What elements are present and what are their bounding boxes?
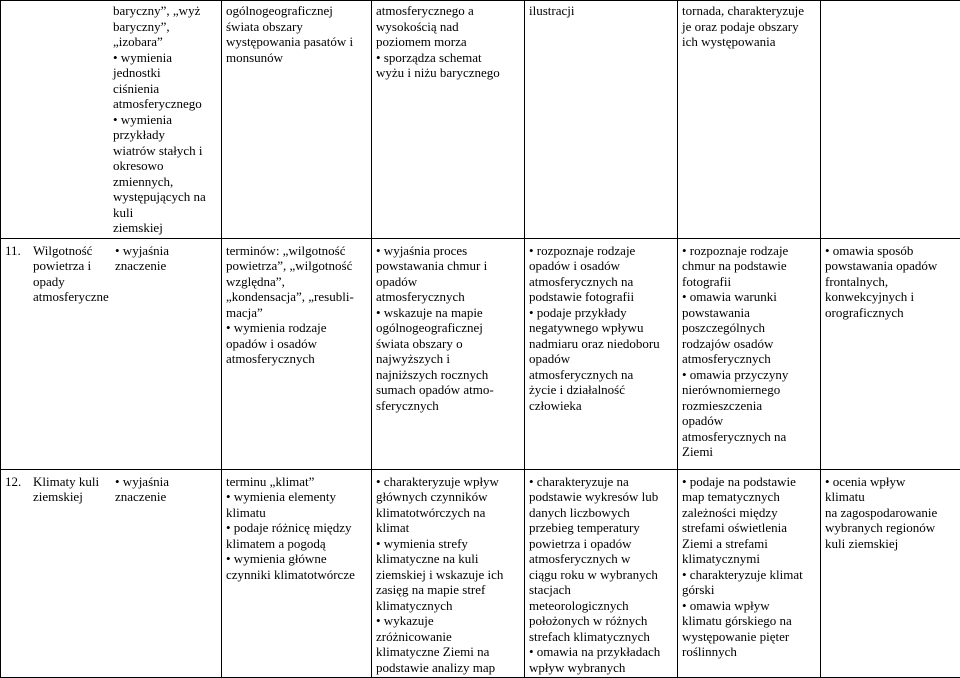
requirements-cell — [821, 469, 960, 678]
cell-line: klimatu — [825, 489, 956, 505]
cell-line: klimatotwórczych na — [376, 505, 520, 521]
cell-line: człowieka — [529, 398, 673, 414]
lesson-title-line: powietrza i — [33, 258, 113, 274]
cell-line: poszczególnych — [682, 320, 816, 336]
cell-line: meteorologicznych — [529, 598, 673, 614]
cell-line: opadów — [682, 413, 816, 429]
cell-line: położonych w różnych — [529, 613, 673, 629]
cell-line: ziemskiej — [113, 220, 217, 236]
cell-line: opadów i osadów — [226, 336, 367, 352]
cell-line: atmosferycznych — [226, 351, 367, 367]
cell-line: • wymienia jednostki — [113, 50, 217, 81]
requirements-cell — [525, 238, 678, 469]
cell-line: wpływ wybranych — [529, 660, 673, 676]
requirements-cell — [678, 238, 821, 469]
cell-line: • podaje na podstawie — [682, 474, 816, 490]
requirements-cell — [222, 469, 372, 678]
cell-line: występujących na kuli — [113, 189, 217, 220]
requirements-cell — [821, 1, 960, 239]
cell-line: • wyjaśnia znaczenie — [115, 243, 215, 274]
requirements-cell — [222, 238, 372, 469]
cell-line: najniższych rocznych — [376, 367, 520, 383]
cell-line: nadmiaru oraz niedoboru — [529, 336, 673, 352]
topic-cell — [1, 469, 222, 678]
cell-line: roślinnych — [682, 644, 816, 660]
cell-line: klimatu — [226, 505, 367, 521]
cell-line: • wskazuje na mapie — [376, 305, 520, 321]
lesson-title-line: Klimaty kuli — [33, 474, 113, 490]
cell-line: zróżnicowanie — [376, 629, 520, 645]
cell-line: powietrza i opadów — [529, 536, 673, 552]
cell-line: rodzajów osadów — [682, 336, 816, 352]
cell-line: • charakteryzuje klimat — [682, 567, 816, 583]
lesson-title-line: atmosferyczne — [33, 289, 113, 305]
cell-line: ciśnienia — [113, 81, 217, 97]
cell-line: górski — [682, 582, 816, 598]
cell-line: je oraz podaje obszary — [682, 19, 816, 35]
cell-line: • ocenia wpływ — [825, 474, 956, 490]
requirements-cell — [222, 1, 372, 239]
cell-line: głównych czynników — [376, 489, 520, 505]
cell-line: klimatem a pogodą — [226, 536, 367, 552]
cell-line: przebieg temperatury — [529, 520, 673, 536]
cell-line: • sporządza schemat — [376, 50, 520, 66]
cell-line: ogólnogeograficznej — [226, 3, 367, 19]
cell-line: wybranych regionów — [825, 520, 956, 536]
cell-line: klimatu górskiego na — [682, 613, 816, 629]
requirements-cell — [678, 1, 821, 239]
cell-line: wiatrów stałych i — [113, 143, 217, 159]
cell-line: ciągu roku w wybranych — [529, 567, 673, 583]
cell-line: • omawia na przykładach — [529, 644, 673, 660]
cell-line: frontalnych, — [825, 274, 956, 290]
cell-line: atmosferycznych na — [682, 429, 816, 445]
cell-line: kuli ziemskiej — [825, 536, 956, 552]
cell-line: • rozpoznaje rodzaje — [529, 243, 673, 259]
cell-line: opadów — [376, 274, 520, 290]
cell-line: sumach opadów atmo- — [376, 382, 520, 398]
cell-line: • rozpoznaje rodzaje — [682, 243, 816, 259]
cell-line: klimatyczne Ziemi na — [376, 644, 520, 660]
cell-line: ilustracji — [529, 3, 673, 19]
requirements-cell — [372, 1, 525, 239]
cell-line: klimatyczne na kuli — [376, 551, 520, 567]
cell-line: baryczny”, „wyż — [113, 3, 217, 19]
cell-line: klimatycznymi — [682, 551, 816, 567]
cell-line: • wymienia strefy — [376, 536, 520, 552]
cell-line: baryczny”, „izobara” — [113, 19, 217, 50]
requirements-cell — [372, 469, 525, 678]
cell-line: • omawia warunki — [682, 289, 816, 305]
cell-line: poziomem morza — [376, 34, 520, 50]
cell-line: podstawie analizy map — [376, 660, 520, 676]
cell-line: • podaje przykłady — [529, 305, 673, 321]
cell-line: powstawania opadów — [825, 258, 956, 274]
requirements-cell — [525, 469, 678, 678]
cell-line: atmosferycznych — [682, 351, 816, 367]
cell-line: • charakteryzuje wpływ — [376, 474, 520, 490]
cell-line: nierównomiernego — [682, 382, 816, 398]
cell-line: • wyjaśnia proces — [376, 243, 520, 259]
cell-line: • wymienia elementy — [226, 489, 367, 505]
requirements-cell — [372, 238, 525, 469]
cell-line: atmosferycznych na — [529, 274, 673, 290]
table-row — [1, 469, 960, 678]
lesson-title-line: opady — [33, 274, 113, 290]
cell-line: • wymienia główne — [226, 551, 367, 567]
cell-line: Ziemi — [682, 444, 816, 460]
cell-line: • omawia przyczyny — [682, 367, 816, 383]
cell-line: orograficznych — [825, 305, 956, 321]
cell-line: względna”, — [226, 274, 367, 290]
cell-line: na zagospodarowanie — [825, 505, 956, 521]
cell-line: opadów i osadów — [529, 258, 673, 274]
table-row — [1, 1, 960, 239]
cell-line: strefach klimatycznych — [529, 629, 673, 645]
cell-line: ogólnogeograficznej — [376, 320, 520, 336]
cell-line: klimatycznych — [376, 598, 520, 614]
cell-line: powietrza”, „wilgotność — [226, 258, 367, 274]
cell-line: powstawania chmur i — [376, 258, 520, 274]
cell-line: tornada, charakteryzuje — [682, 3, 816, 19]
cell-line: • wykazuje — [376, 613, 520, 629]
cell-line: ziemskiej i wskazuje ich — [376, 567, 520, 583]
cell-line: konwekcyjnych i — [825, 289, 956, 305]
lesson-title-line: ziemskiej — [33, 489, 113, 505]
cell-line: sferycznych — [376, 398, 520, 414]
cell-line: wyżu i niżu barycznego — [376, 65, 520, 81]
cell-line: atmosferycznych w — [529, 551, 673, 567]
cell-line: atmosferycznych — [376, 289, 520, 305]
cell-line: • wymienia rodzaje — [226, 320, 367, 336]
cell-line: podstawie wykresów lub — [529, 489, 673, 505]
requirements-cell — [821, 238, 960, 469]
cell-line: danych liczbowych — [529, 505, 673, 521]
cell-line: zasięg na mapie stref — [376, 582, 520, 598]
cell-line: występowania pasatów i — [226, 34, 367, 50]
cell-line: • wyjaśnia znaczenie — [115, 474, 215, 505]
cell-line: zależności między — [682, 505, 816, 521]
cell-line: stacjach — [529, 582, 673, 598]
cell-line: chmur na podstawie — [682, 258, 816, 274]
cell-line: atmosferycznych na — [529, 367, 673, 383]
cell-line: ich występowania — [682, 34, 816, 50]
requirements-cell — [678, 469, 821, 678]
cell-line: • podaje różnicę między — [226, 520, 367, 536]
cell-line: podstawie fotografii — [529, 289, 673, 305]
cell-line: życie i działalność — [529, 382, 673, 398]
cell-line: opadów — [529, 351, 673, 367]
cell-line: występowanie pięter — [682, 629, 816, 645]
cell-line: Ziemi a strefami — [682, 536, 816, 552]
cell-line: • omawia sposób — [825, 243, 956, 259]
cell-line: • wymienia przykłady — [113, 112, 217, 143]
cell-line: atmosferycznego a — [376, 3, 520, 19]
cell-line: fotografii — [682, 274, 816, 290]
cell-line: powstawania — [682, 305, 816, 321]
cell-line: negatywnego wpływu — [529, 320, 673, 336]
cell-line: czynniki klimatotwórcze — [226, 567, 367, 583]
lesson-number: 11. — [5, 243, 33, 305]
cell-line: najwyższych i — [376, 351, 520, 367]
cell-line: terminów: „wilgotność — [226, 243, 367, 259]
table-row — [1, 238, 960, 469]
cell-line: macja” — [226, 305, 367, 321]
requirements-cell — [525, 1, 678, 239]
cell-line: rozmieszczenia — [682, 398, 816, 414]
topic-cell — [1, 1, 222, 239]
cell-line: atmosferycznego — [113, 96, 217, 112]
cell-line: strefami oświetlenia — [682, 520, 816, 536]
cell-line: okresowo zmiennych, — [113, 158, 217, 189]
cell-line: świata obszary — [226, 19, 367, 35]
topic-cell — [1, 238, 222, 469]
cell-line: monsunów — [226, 50, 367, 66]
cell-line: klimat — [376, 520, 520, 536]
cell-line: • omawia wpływ — [682, 598, 816, 614]
cell-line: świata obszary o — [376, 336, 520, 352]
cell-line: • charakteryzuje na — [529, 474, 673, 490]
lesson-number: 12. — [5, 474, 33, 505]
cell-line: terminu „klimat” — [226, 474, 367, 490]
lesson-title-line: Wilgotność — [33, 243, 113, 259]
cell-line: wysokością nad — [376, 19, 520, 35]
cell-line: map tematycznych — [682, 489, 816, 505]
cell-line: „kondensacja”, „resubli- — [226, 289, 367, 305]
